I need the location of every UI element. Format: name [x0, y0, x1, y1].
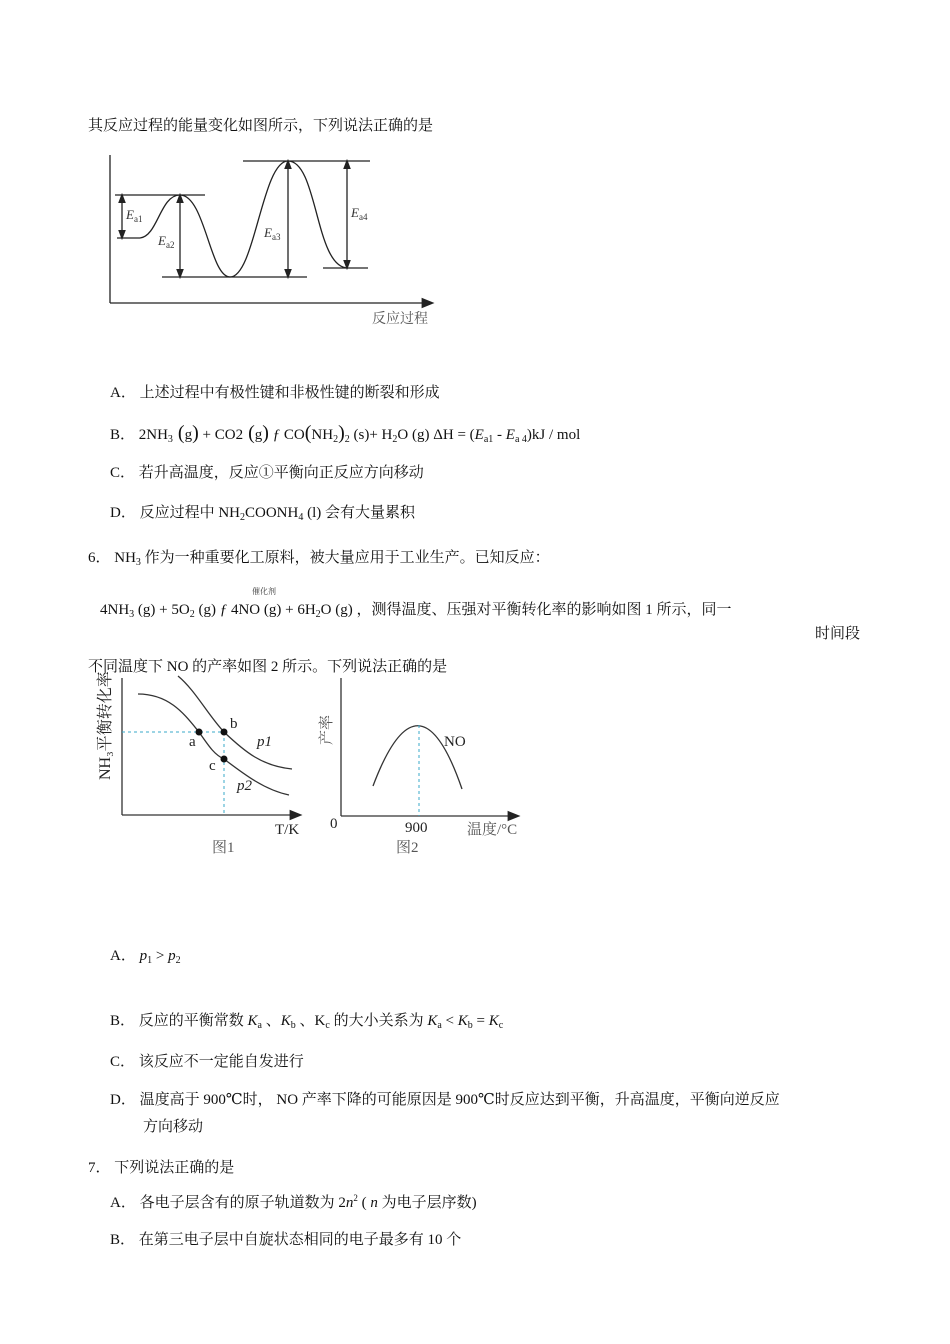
text-segment: b — [290, 1020, 296, 1031]
text-segment: c — [325, 1020, 330, 1031]
text-segment: 2 — [353, 1193, 358, 1203]
text-segment: ( — [357, 1195, 371, 1211]
text-segment: g — [254, 427, 263, 443]
label-ea4: $E_{a4}$ — [351, 205, 368, 222]
q6-option-c[interactable] — [110, 1052, 304, 1072]
text-segment: + CO — [198, 427, 236, 443]
label-ea3: $E_{a3}$ — [264, 225, 281, 242]
text-segment: n — [370, 1195, 378, 1211]
text-segment: a 4 — [514, 434, 527, 445]
q6-option-a[interactable] — [110, 946, 181, 966]
q6-option-b[interactable] — [110, 1011, 503, 1031]
fig1-y-label: NH₃平衡转化率 — [97, 671, 114, 780]
text-segment: 、K — [295, 1013, 326, 1029]
q5-option-d[interactable] — [110, 503, 415, 523]
catalyst-label: 催化剂 — [252, 587, 276, 596]
q7-option-a[interactable] — [110, 1193, 477, 1213]
text-segment: NH — [311, 427, 334, 443]
text-segment: COONH — [245, 505, 299, 521]
q6-reaction — [100, 600, 732, 620]
text-segment: O (g) ，测得温度、压强对平衡转化率的影响如图 1 所示，同一 — [320, 602, 732, 618]
text-segment: 2 — [333, 434, 339, 445]
q5-option-c[interactable] — [110, 463, 424, 483]
text-segment: (g) + 5O — [134, 602, 190, 618]
figure-2 — [318, 678, 518, 856]
text-segment: (l) 会有大量累积 — [303, 505, 416, 521]
q5-option-a[interactable] — [110, 383, 440, 403]
text-segment: p — [168, 948, 176, 964]
point-c — [221, 756, 228, 763]
text-segment: 6． NH — [88, 550, 136, 566]
text-segment: 2 — [175, 955, 181, 966]
text-segment: 3 — [129, 609, 135, 620]
text-segment: D． 反应过程中 NH — [110, 505, 240, 521]
text-segment: (g) — [194, 602, 220, 618]
text-segment: c — [498, 1020, 504, 1031]
text-segment: B． 在第三电子层中自旋状态相同的电子最多有 10 个 — [110, 1232, 462, 1248]
text-segment: E — [474, 427, 484, 443]
text-segment: (s)+ H — [349, 427, 393, 443]
text-segment: 2 — [189, 609, 195, 620]
text-segment: 2 — [240, 512, 245, 523]
text-segment: ) — [262, 422, 269, 444]
q7-stem: 7． 下列说法正确的是 — [88, 1160, 235, 1176]
text-segment: K — [280, 1013, 291, 1029]
label-c: c — [209, 758, 216, 774]
text-segment: = — [472, 1013, 489, 1029]
point-b — [221, 729, 228, 736]
q6-stem — [88, 548, 550, 568]
text-segment: B． 2NH — [110, 427, 168, 443]
q5-option-b[interactable] — [110, 423, 580, 445]
label-ea2: $E_{a2}$ — [158, 233, 175, 250]
text-segment: ƒ — [219, 602, 228, 618]
q7-option-b[interactable] — [110, 1230, 461, 1250]
text-segment: K — [427, 1013, 438, 1029]
label-ea1: $E_{a1}$ — [126, 207, 143, 224]
q5-stem: 其反应过程的能量变化如图所示，下列说法正确的是 — [88, 118, 434, 134]
text-segment: 、 — [261, 1013, 281, 1029]
text-segment: a1 — [483, 434, 494, 445]
text-segment: O (g) ΔH = ( — [397, 427, 475, 443]
text-segment: n — [345, 1195, 354, 1211]
text-segment: A． 各电子层含有的原子轨道数为 2 — [110, 1195, 346, 1211]
text-segment: K — [457, 1013, 468, 1029]
text-segment: 3 — [167, 434, 173, 445]
text-segment: ) — [192, 422, 199, 444]
label-p1: p1 — [257, 734, 272, 750]
fig2-tick-900: 900 — [405, 820, 428, 836]
text-segment: B． 反应的平衡常数 — [110, 1013, 248, 1029]
text-segment: ( — [243, 422, 255, 444]
q6-option-d[interactable] — [110, 1090, 780, 1110]
fig2-x-label: 温度/°C — [467, 822, 518, 838]
label-b: b — [230, 716, 238, 732]
text-segment: CO — [283, 427, 305, 443]
energy-curve — [140, 161, 348, 277]
figure-1 — [96, 671, 300, 856]
point-a — [196, 729, 203, 736]
fig1-caption: 图1 — [212, 840, 235, 856]
text-segment: 2 — [315, 609, 321, 620]
text-segment: a — [437, 1020, 442, 1031]
text-segment: < — [441, 1013, 458, 1029]
text-segment: a — [257, 1020, 262, 1031]
text-segment: K — [247, 1013, 258, 1029]
text-segment: 4NH — [100, 602, 130, 618]
fig2-caption: 图2 — [396, 840, 419, 856]
text-segment: D． 温度高于 900℃时， NO 产率下降的可能原因是 900℃时反应达到平衡，升高温度，平衡向逆反应 — [110, 1092, 780, 1108]
text-segment: 1 — [147, 955, 153, 966]
text-segment: A． — [110, 948, 140, 964]
q6-option-d-cont: 方向移动 — [143, 1119, 204, 1135]
fig2-series-label: NO — [444, 734, 466, 750]
q6-reaction-cont: 时间段 — [814, 626, 860, 642]
q6-stem2: 不同温度下 NO 的产率如图 2 所示。下列说法正确的是 — [88, 659, 448, 675]
text-segment: C． 该反应不一定能自发进行 — [110, 1054, 304, 1070]
text-segment: A． 上述过程中有极性键和非极性键的断裂和形成 — [110, 385, 440, 401]
text-segment: p — [139, 948, 148, 964]
text-segment: 4NO (g) + 6H — [227, 602, 316, 618]
text-segment: > — [152, 948, 169, 964]
text-segment: ( — [304, 422, 312, 444]
text-segment: ( — [172, 422, 185, 444]
label-a: a — [189, 734, 196, 750]
text-segment: 的大小关系为 — [329, 1013, 428, 1029]
text-segment: 2 — [344, 434, 350, 445]
text-segment: g — [184, 427, 193, 443]
text-segment: )kJ / mol — [526, 427, 581, 443]
text-segment: 2 — [235, 427, 244, 443]
label-p2: p2 — [237, 778, 252, 794]
fig2-origin: 0 — [330, 816, 338, 832]
fig1-x-label: T/K — [275, 822, 300, 838]
text-segment: 作为一种重要化工原料，被大量应用于工业生产。已知反应： — [140, 550, 550, 566]
text-segment: - — [493, 427, 506, 443]
text-segment: ƒ — [268, 427, 284, 443]
text-segment: 3 — [135, 557, 141, 568]
text-segment: C． 若升高温度，反应①平衡向正反应方向移动 — [110, 465, 424, 481]
text-segment: ) — [338, 422, 345, 444]
fig2-y-label: 产率 — [319, 714, 335, 745]
text-segment: K — [488, 1013, 499, 1029]
text-segment: 4 — [298, 512, 304, 523]
x-axis-label: 反应过程 — [372, 312, 428, 327]
text-segment: 为电子层序数) — [377, 1195, 477, 1211]
text-segment: 2 — [392, 434, 398, 445]
text-segment: E — [505, 427, 515, 443]
text-segment: b — [467, 1020, 473, 1031]
